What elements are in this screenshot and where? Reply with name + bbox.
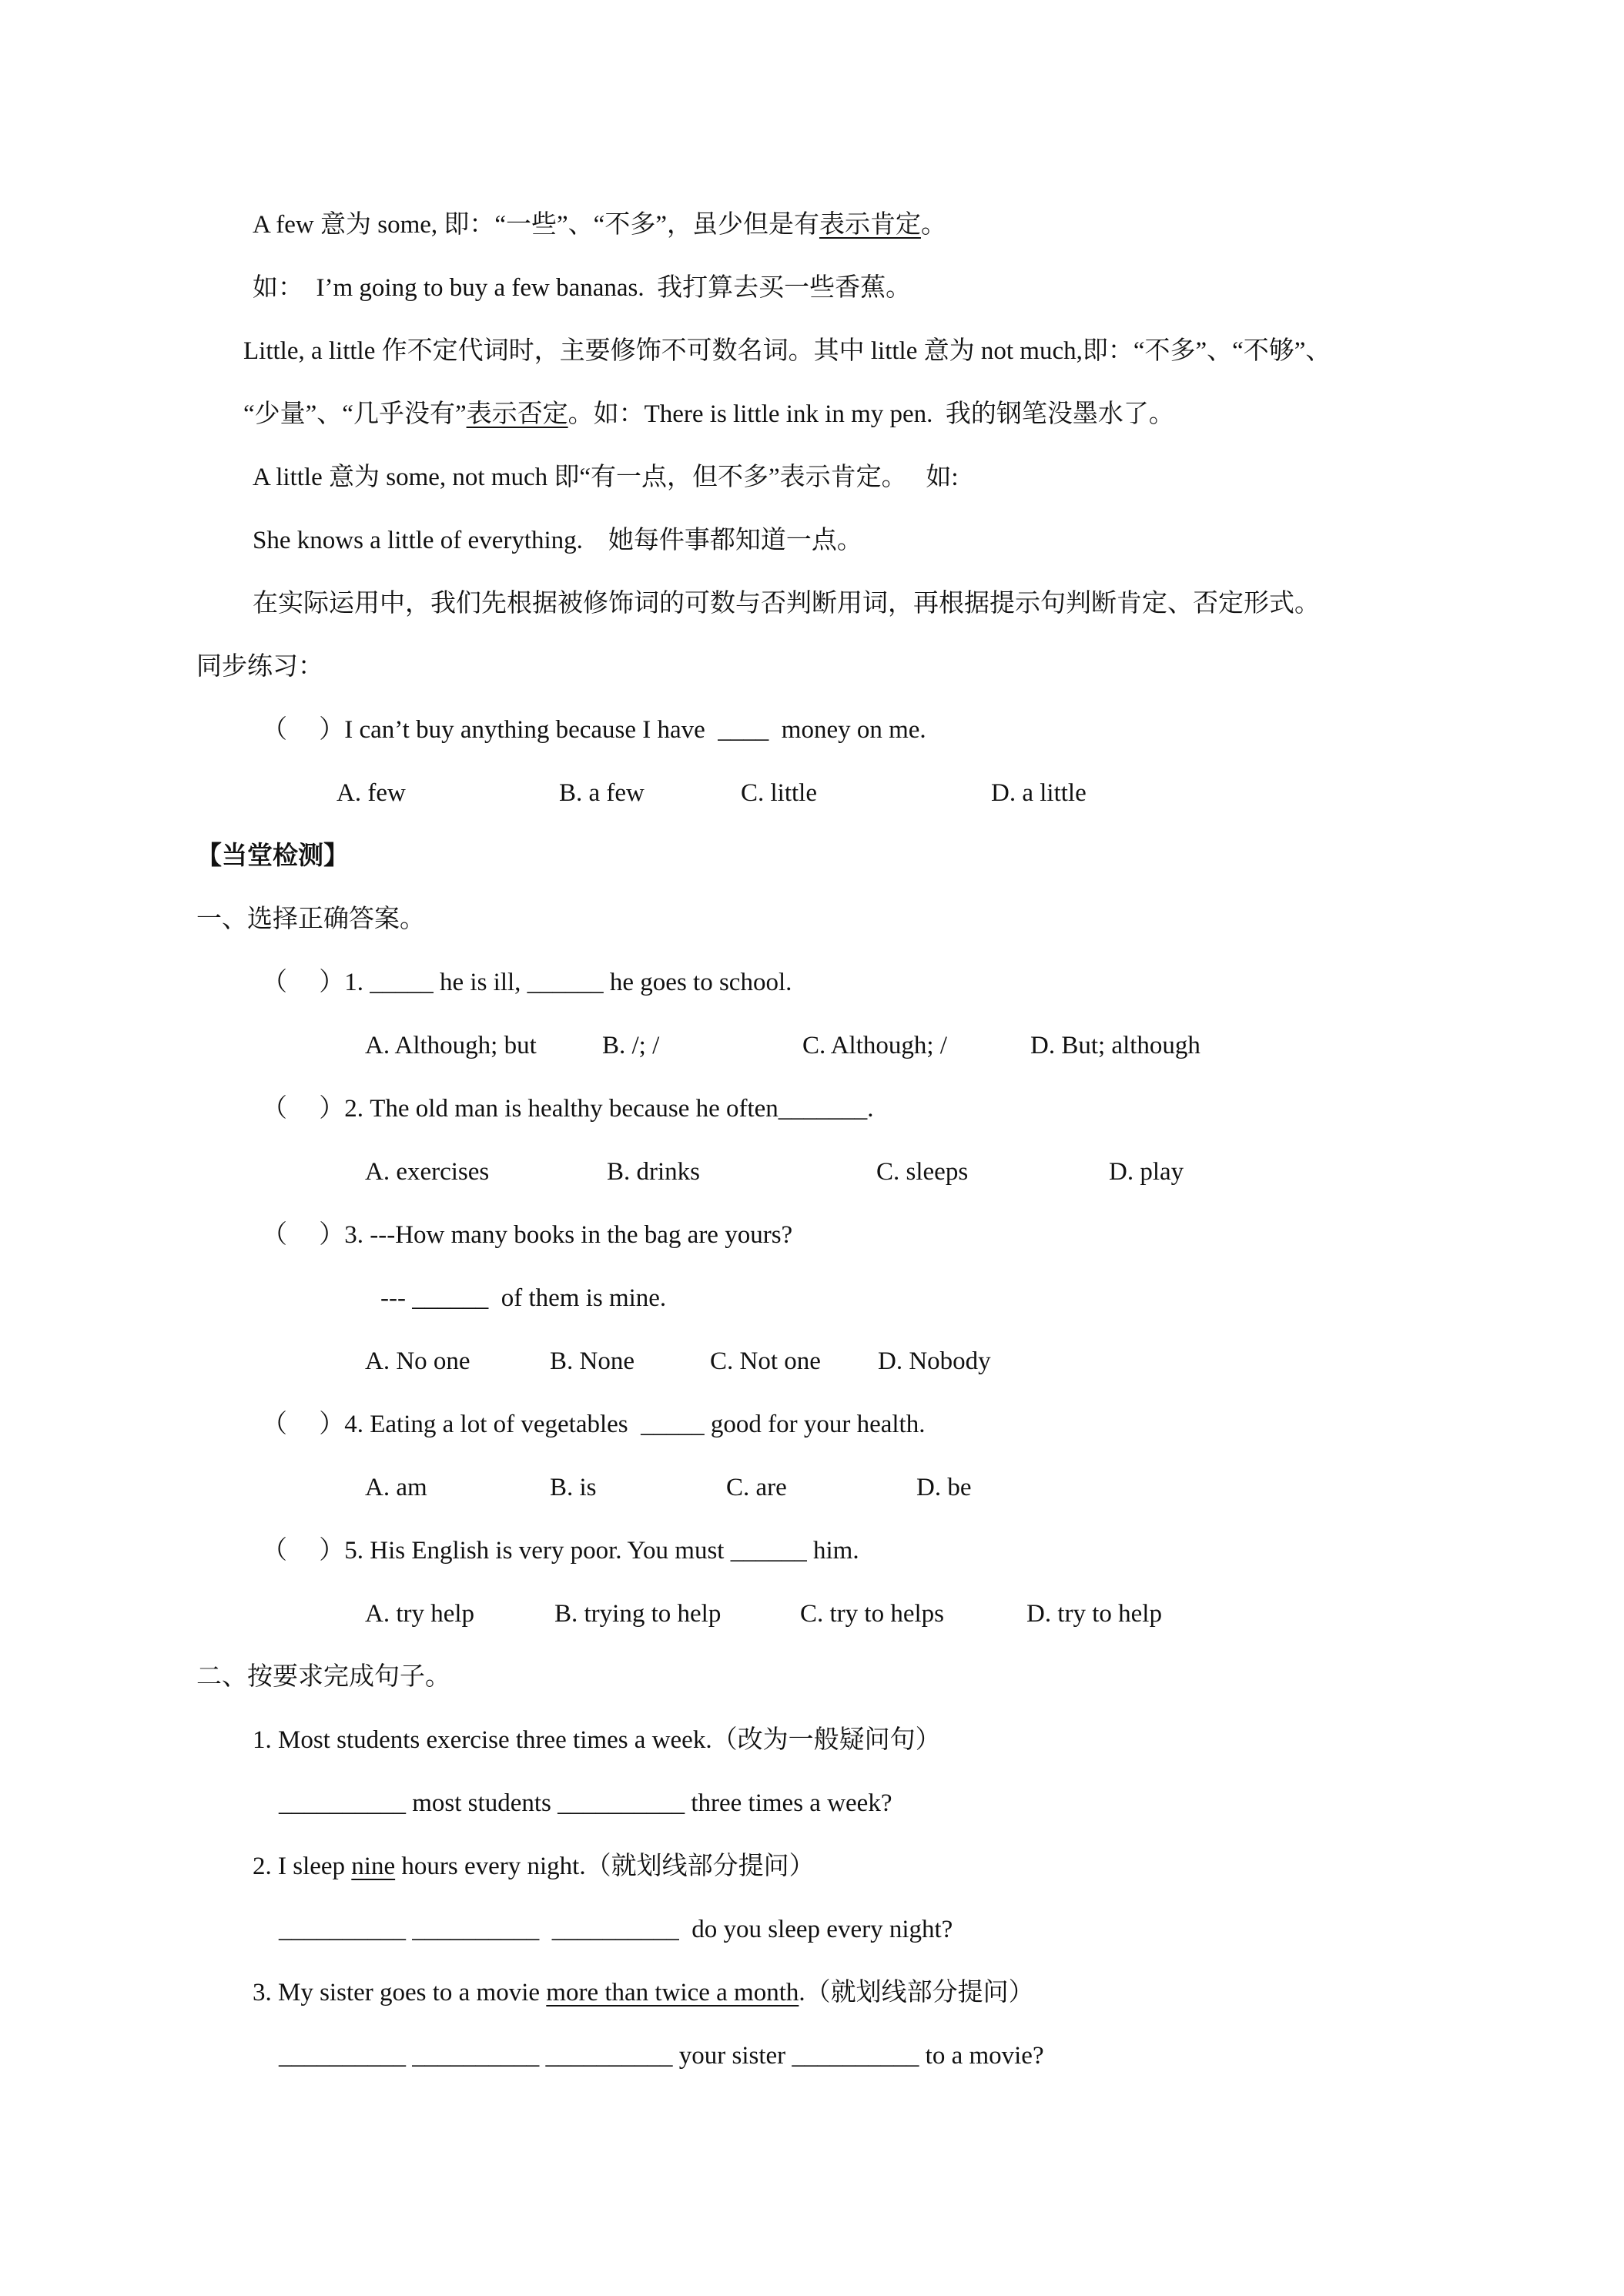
sentence-2	[253, 1849, 815, 1883]
sentence-3	[253, 1976, 1034, 2010]
question-5: （ ）5. His English is very poor. You must ______ him.	[262, 1537, 859, 1565]
q1-option-d: D. But; although	[1030, 1032, 1200, 1059]
afew-example: 如： I’m going to buy a few bananas. 我打算去买一些香蕉。	[253, 274, 912, 302]
q4-option-d: D. be	[916, 1474, 972, 1501]
question-1: （ ）1. _____ he is ill, ______ he goes to school.	[262, 969, 792, 996]
q3-option-c: C. Not one	[710, 1347, 821, 1375]
part2-title: 二、按要求完成句子。	[196, 1663, 450, 1691]
sync-question: （ ）I can’t buy anything because I have ____ money on me.	[262, 716, 926, 744]
q4-option-b: B. is	[550, 1474, 597, 1501]
q1-option-a: A. Although; but	[365, 1032, 537, 1059]
sync-heading: 同步练习：	[196, 653, 323, 681]
question-2: （ ）2. The old man is healthy because he often_______.	[262, 1095, 874, 1123]
little-text-end: 。如：There is little ink in my pen. 我的钢笔没墨水了。	[568, 400, 1174, 428]
q1-option-c: C. Although; /	[802, 1032, 947, 1059]
s3-text: 3. My sister goes to a movie	[253, 1979, 547, 2006]
sync-option-a: A. few	[337, 779, 406, 807]
practice-tip: 在实际运用中，我们先根据被修饰词的可数与否判断用词，再根据提示句判断肯定、否定形式。	[253, 590, 1320, 618]
sentence-2-answer: __________ __________ __________ do you sleep every night?	[279, 1916, 953, 1943]
sentence-3-answer: __________ __________ __________ your sister __________ to a movie?	[279, 2042, 1044, 2070]
afew-explanation	[253, 208, 946, 242]
s3-underlined: more than twice a month	[546, 1979, 799, 2006]
q2-option-c: C. sleeps	[876, 1158, 969, 1186]
s2-text-end: hours every night.（就划线部分提问）	[395, 1853, 815, 1880]
little-explanation-line2	[243, 397, 1174, 431]
q5-option-b: B. trying to help	[554, 1600, 722, 1628]
question-3: （ ）3. ---How many books in the bag are yours?	[262, 1221, 793, 1249]
q1-option-b: B. /; /	[602, 1032, 660, 1059]
part1-title: 一、选择正确答案。	[196, 905, 425, 933]
test-heading: 【当堂检测】	[196, 842, 349, 870]
afew-text: A few 意为 some, 即：“一些”、“不多”，虽少但是有	[253, 211, 819, 239]
sync-option-d: D. a little	[991, 779, 1087, 807]
q3-option-a: A. No one	[365, 1347, 470, 1375]
q2-option-d: D. play	[1109, 1158, 1184, 1186]
q5-option-c: C. try to helps	[800, 1600, 944, 1628]
alittle-example: She knows a little of everything. 她每件事都知道一点。	[253, 527, 862, 554]
s2-text: 2. I sleep	[253, 1853, 352, 1880]
q4-option-a: A. am	[365, 1474, 427, 1501]
s3-text-end: .（就划线部分提问）	[799, 1979, 1034, 2006]
question-3-answer-line: --- ______ of them is mine.	[380, 1284, 667, 1312]
s2-underlined: nine	[351, 1853, 396, 1880]
sentence-1-answer: __________ most students __________ three times a week?	[279, 1789, 892, 1817]
sync-option-c: C. little	[741, 779, 817, 807]
q3-option-b: B. None	[550, 1347, 635, 1375]
afew-text-end: 。	[920, 211, 946, 239]
sync-option-b: B. a few	[559, 779, 645, 807]
q2-option-b: B. drinks	[607, 1158, 701, 1186]
little-text: “少量”、“几乎没有”	[243, 400, 467, 428]
alittle-explanation: A little 意为 some, not much 即“有一点，但不多”表示肯定。 如:	[253, 464, 959, 491]
sentence-1: 1. Most students exercise three times a week.（改为一般疑问句）	[253, 1726, 941, 1754]
afew-underlined: 表示肯定	[819, 211, 921, 239]
q3-option-d: D. Nobody	[878, 1347, 991, 1375]
q5-option-a: A. try help	[365, 1600, 475, 1628]
q5-option-d: D. try to help	[1026, 1600, 1162, 1628]
q2-option-a: A. exercises	[365, 1158, 490, 1186]
little-explanation-line1: Little, a little 作不定代词时，主要修饰不可数名词。其中 little 意为 not much,即：“不多”、“不够”、	[243, 337, 1331, 365]
little-underlined: 表示否定	[466, 400, 568, 428]
q4-option-c: C. are	[726, 1474, 787, 1501]
question-4: （ ）4. Eating a lot of vegetables _____ good for your health.	[262, 1411, 926, 1438]
